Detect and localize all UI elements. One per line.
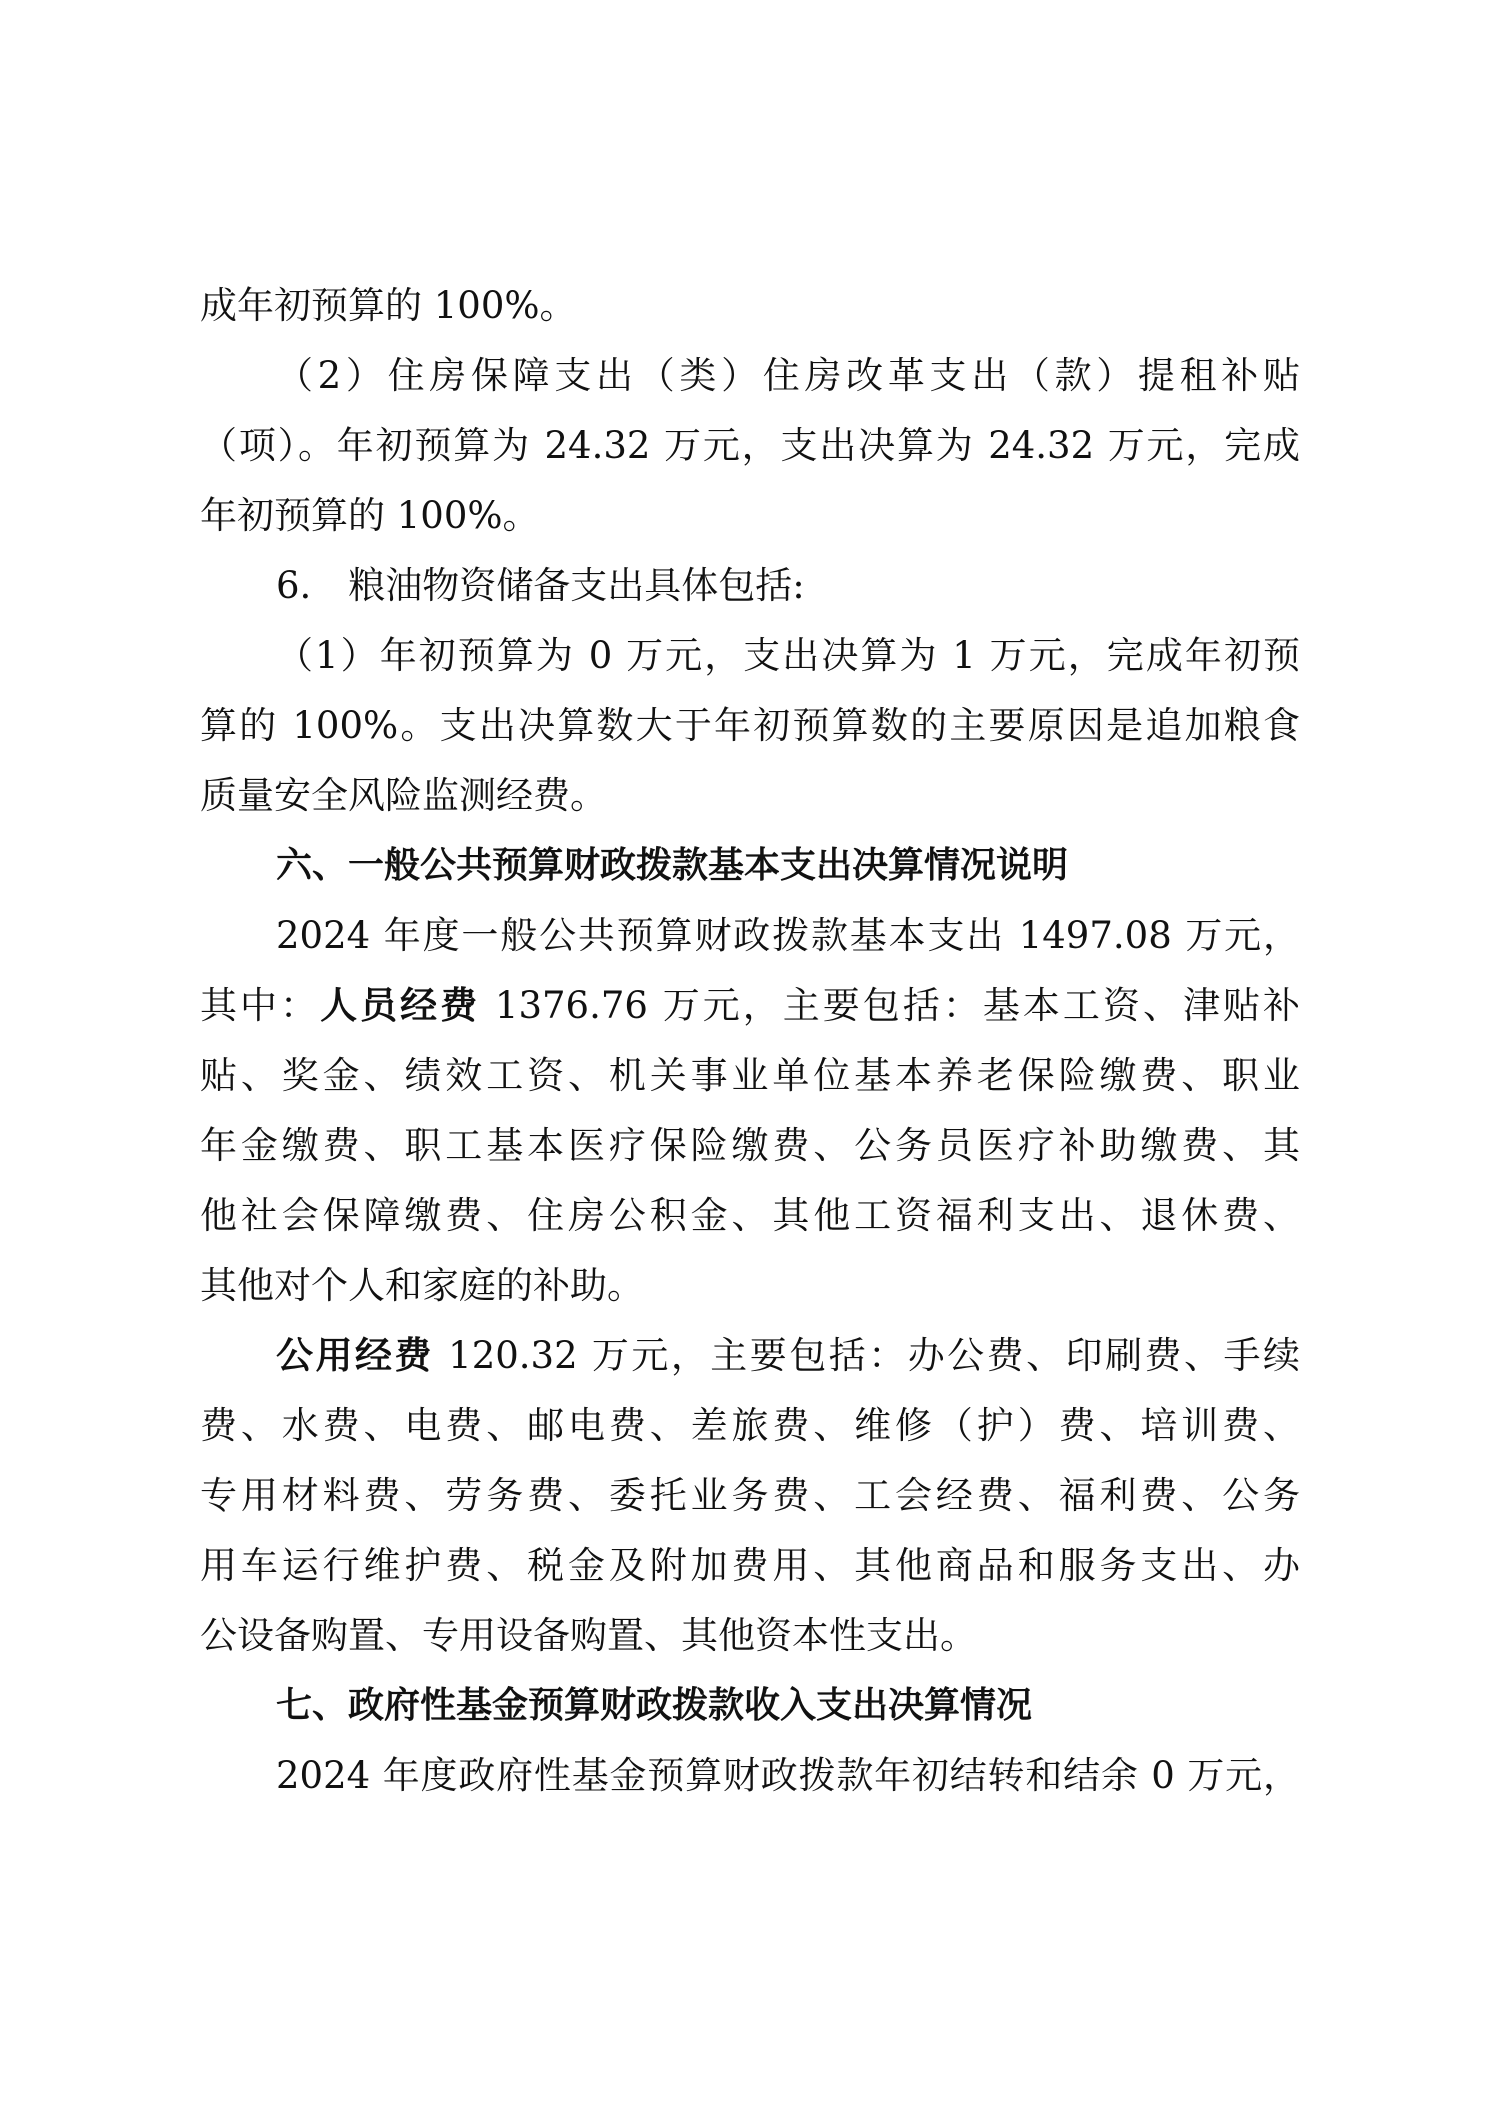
section-heading: 六、一般公共预算财政拨款基本支出决算情况说明 — [276, 845, 1069, 886]
line-rest: 1376.76 万元，主要包括：基本工资、津贴补 — [480, 984, 1300, 1027]
line-prefix: 其中： — [200, 984, 321, 1027]
body-line: 年金缴费、职工基本医疗保险缴费、公务员医疗补助缴费、其 — [200, 1124, 1300, 1167]
body-line: 算的 100%。支出决算数大于年初预算数的主要原因是追加粮食 — [200, 704, 1300, 747]
body-line: 2024 年度政府性基金预算财政拨款年初结转和结余 0 万元， — [276, 1754, 1300, 1797]
body-line: 公设备购置、专用设备购置、其他资本性支出。 — [200, 1614, 977, 1657]
body-line: 2024 年度一般公共预算财政拨款基本支出 1497.08 万元， — [276, 914, 1300, 957]
body-line: （1）年初预算为 0 万元，支出决算为 1 万元，完成年初预 — [276, 634, 1300, 677]
body-line: 费、水费、电费、邮电费、差旅费、维修（护）费、培训费、 — [200, 1404, 1300, 1447]
body-line: 年初预算的 100%。 — [200, 494, 540, 537]
bold-term: 公用经费 — [276, 1334, 434, 1377]
body-line-mixed — [276, 1326, 1300, 1386]
body-line: 成年初预算的 100%。 — [200, 284, 577, 327]
body-line: 他社会保障缴费、住房公积金、其他工资福利支出、退休费、 — [200, 1194, 1300, 1237]
body-line: （项）。年初预算为 24.32 万元，支出决算为 24.32 万元，完成 — [200, 424, 1300, 467]
body-line: 用车运行维护费、税金及附加费用、其他商品和服务支出、办 — [200, 1544, 1300, 1587]
body-line: 其他对个人和家庭的补助。 — [200, 1264, 644, 1307]
section-heading: 七、政府性基金预算财政拨款收入支出决算情况 — [276, 1685, 1033, 1726]
body-line: （2）住房保障支出（类）住房改革支出（款）提租补贴 — [276, 354, 1300, 397]
body-line: 质量安全风险监测经费。 — [200, 774, 607, 817]
body-line: 专用材料费、劳务费、委托业务费、工会经费、福利费、公务 — [200, 1474, 1300, 1517]
body-line-mixed — [200, 976, 1300, 1036]
line-rest: 120.32 万元，主要包括：办公费、印刷费、手续 — [433, 1334, 1300, 1377]
item-heading: 6. 粮油物资储备支出具体包括: — [276, 564, 805, 607]
bold-term: 人员经费 — [320, 984, 481, 1027]
body-line: 贴、奖金、绩效工资、机关事业单位基本养老保险缴费、职业 — [200, 1054, 1300, 1097]
